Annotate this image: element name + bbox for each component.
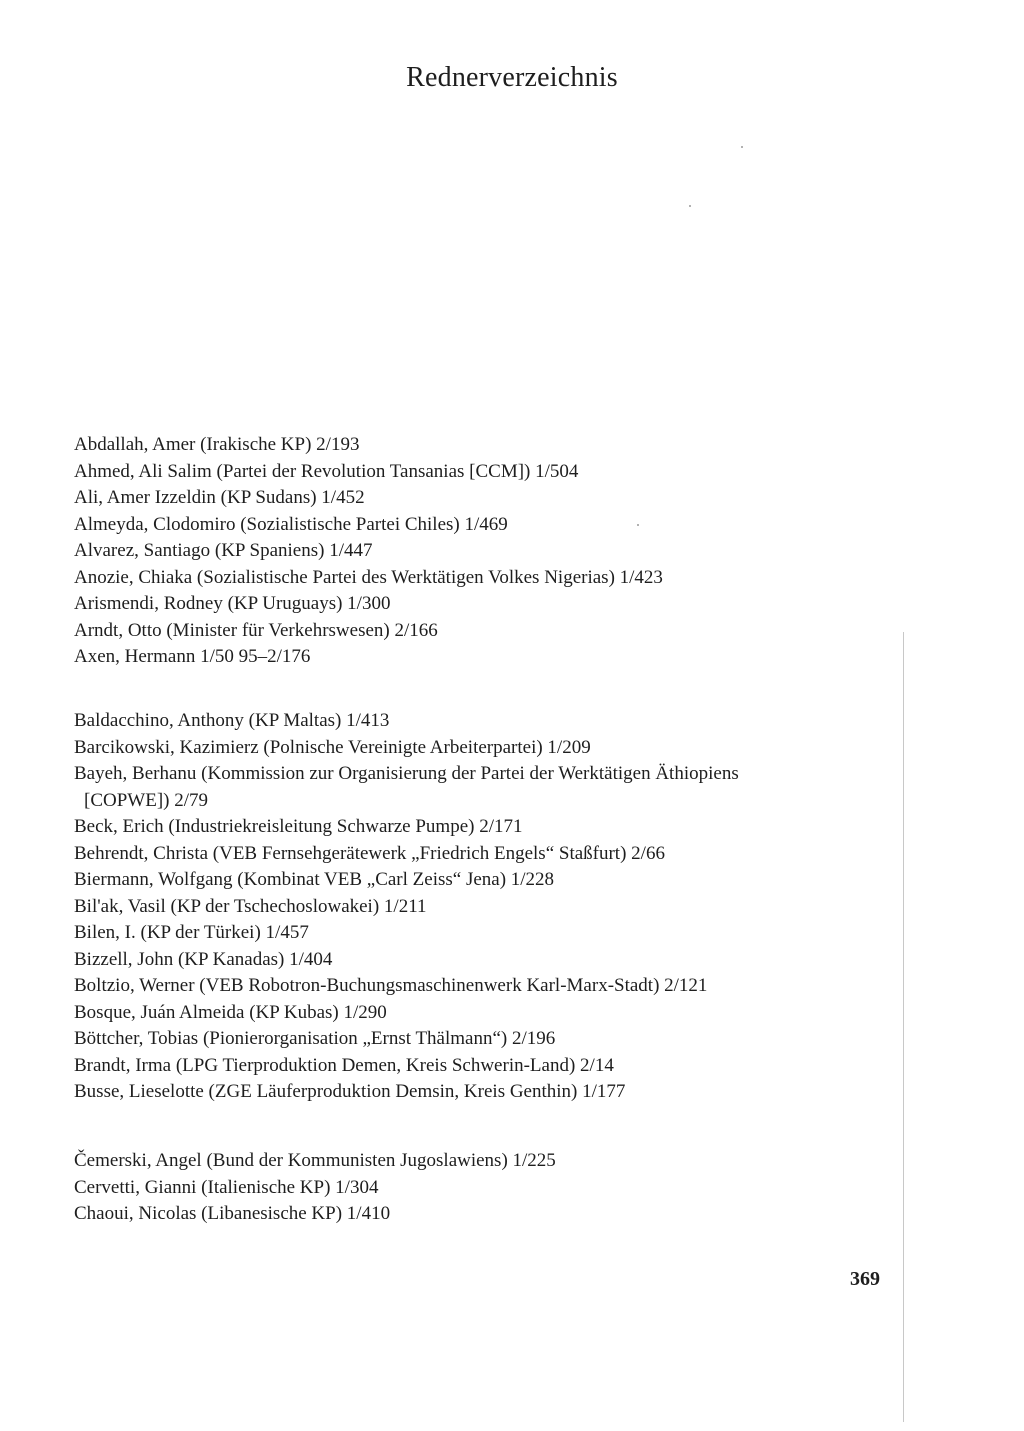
index-entry: Beck, Erich (Industriekreisleitung Schwarze Pumpe) 2/171 — [74, 816, 523, 837]
page-number: 369 — [850, 1268, 880, 1290]
index-entry: Anozie, Chiaka (Sozialistische Partei des Werktätigen Volkes Nigerias) 1/423 — [74, 566, 663, 588]
index-entry: Axen, Hermann 1/50 95–2/176 — [74, 646, 311, 667]
index-group-a — [74, 432, 916, 671]
index-entry — [74, 761, 916, 814]
index-entry: Chaoui, Nicolas (Libanesische KP) 1/410 — [74, 1203, 391, 1224]
index-entry: Bosque, Juán Almeida (KP Kubas) 1/290 — [74, 1001, 387, 1023]
index-entry: Barcikowski, Kazimierz (Polnische Vereinigte Arbeiterpartei) 1/209 — [74, 736, 591, 758]
index-entry: Almeyda, Clodomiro (Sozialistische Partei Chiles) 1/469 — [74, 513, 508, 535]
index-entry: Arndt, Otto (Minister für Verkehrswesen) 2/166 — [74, 619, 438, 641]
index-entry: Busse, Lieselotte (ZGE Läuferproduktion Demsin, Kreis Genthin) 1/177 — [74, 1081, 626, 1102]
index-entry: Arismendi, Rodney (KP Uruguays) 1/300 — [74, 593, 391, 614]
index-entry: Ali, Amer Izzeldin (KP Sudans) 1/452 — [74, 487, 365, 508]
index-entry: Biermann, Wolfgang (Kombinat VEB „Carl Zeiss“ Jena) 1/228 — [74, 869, 555, 890]
index-entry: Cervetti, Gianni (Italienische KP) 1/304 — [74, 1176, 379, 1198]
index-entry: Abdallah, Amer (Irakische KP) 2/193 — [74, 434, 360, 455]
scan-speck — [637, 524, 639, 526]
scan-speck — [689, 205, 691, 207]
index-group-b — [74, 708, 916, 1106]
index-entry: Brandt, Irma (LPG Tierproduktion Demen, Kreis Schwerin-Land) 2/14 — [74, 1054, 614, 1076]
index-entry: Bilen, I. (KP der Türkei) 1/457 — [74, 922, 309, 943]
index-entry: Böttcher, Tobias (Pionierorganisation „Ernst Thälmann“) 2/196 — [74, 1028, 556, 1049]
index-entry: Bil'ak, Vasil (KP der Tschechoslowakei) 1/211 — [74, 895, 427, 917]
scan-margin-line — [903, 632, 904, 1422]
page-title: Rednerverzeichnis — [406, 62, 618, 93]
index-group-c — [74, 1148, 916, 1228]
index-entry: Behrendt, Christa (VEB Fernsehgerätewerk „Friedrich Engels“ Staßfurt) 2/66 — [74, 842, 665, 864]
index-entry: Ahmed, Ali Salim (Partei der Revolution Tansanias [CCM]) 1/504 — [74, 460, 579, 482]
scan-speck — [741, 146, 743, 148]
index-entry: Boltzio, Werner (VEB Robotron-Buchungsmaschinenwerk Karl-Marx-Stadt) 2/121 — [74, 975, 708, 996]
index-entry: Čemerski, Angel (Bund der Kommunisten Jugoslawiens) 1/225 — [74, 1150, 556, 1171]
index-entry-line: Bayeh, Berhanu (Kommission zur Organisierung der Partei der Werktätigen Äthiopiens — [74, 763, 739, 784]
index-entry-continuation: [COPWE]) 2/79 — [84, 789, 209, 811]
index-entry: Baldacchino, Anthony (KP Maltas) 1/413 — [74, 710, 390, 731]
index-entry: Alvarez, Santiago (KP Spaniens) 1/447 — [74, 540, 373, 561]
index-entry: Bizzell, John (KP Kanadas) 1/404 — [74, 948, 333, 970]
